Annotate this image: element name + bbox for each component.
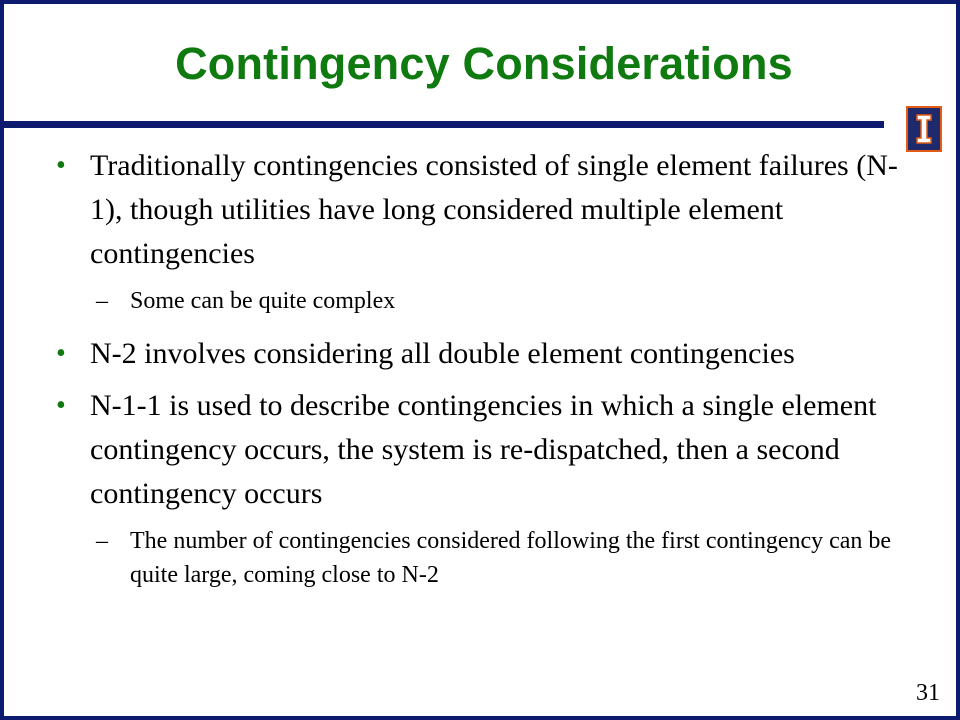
- sub-bullet-item: [56, 284, 916, 318]
- bullet-dot-icon: •: [56, 150, 66, 181]
- bullet-dot-icon: •: [56, 338, 66, 369]
- sub-bullet-text: The number of contingencies considered following the first contingency can be quite large, coming close to N-2: [130, 528, 892, 588]
- bullet-list: [56, 144, 916, 606]
- sub-bullet-dash-icon: –: [96, 288, 108, 314]
- bullet-item: [56, 384, 916, 516]
- slide-title: Contingency Considerations: [175, 38, 793, 89]
- bullet-dot-icon: •: [56, 390, 66, 421]
- bullet-text: N-1-1 is used to describe contingencies in which a single element contingency occurs, the system is re-dispatched, then a second contingency occurs: [90, 389, 877, 510]
- bullet-text: N-2 involves considering all double element contingencies: [90, 337, 795, 370]
- bullet-item: [56, 144, 916, 276]
- sub-bullet-text: Some can be quite complex: [130, 288, 396, 314]
- sub-bullet-item: [56, 524, 916, 592]
- sub-bullet-dash-icon: –: [96, 528, 108, 554]
- bullet-item: [56, 332, 916, 376]
- bullet-text: Traditionally contingencies consisted of single element failures (N-1), though utilities have long considered multiple element contingencies: [90, 149, 898, 270]
- page-number: 31: [916, 680, 940, 706]
- title-underline: [4, 121, 884, 128]
